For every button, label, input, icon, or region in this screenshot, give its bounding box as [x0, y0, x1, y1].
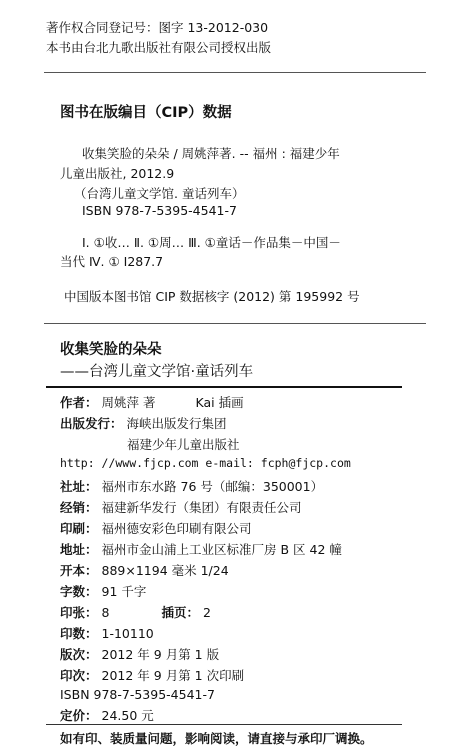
illustrator-value: Kai 插画 [195, 395, 244, 410]
price-label: 定价： [60, 708, 98, 723]
sheets-label: 印张： [60, 605, 98, 620]
print-run-label: 印数： [60, 626, 98, 641]
cip-line: 收集笑脸的朵朵 / 周姚萍著. -- 福州 : 福建少年 [82, 146, 340, 161]
sheets-value: 8 [101, 605, 110, 620]
sheets-row [60, 603, 211, 621]
publisher-row [60, 414, 227, 432]
word-count-label: 字数： [60, 584, 98, 599]
word-count-value: 91 千字 [101, 584, 147, 599]
cip-line: Ⅰ. ①收… Ⅱ. ①周… Ⅲ. ①童话－作品集－中国－ [82, 235, 341, 250]
contract-registration: 著作权合同登记号：图字 13-2012-030 [46, 20, 269, 35]
distributor-value: 福建新华发行（集团）有限责任公司 [101, 500, 302, 515]
printing-label: 印次： [60, 668, 98, 683]
format-label: 开本： [60, 563, 98, 578]
printer-value: 福州德安彩色印刷有限公司 [101, 521, 252, 536]
format-row [60, 561, 229, 579]
cip-isbn: ISBN 978-7-5395-4541-7 [82, 203, 237, 218]
print-run-row [60, 624, 154, 642]
printer-label: 印刷： [60, 521, 98, 536]
author-value: 周姚萍 著 [101, 395, 156, 410]
plates-label: 插页： [161, 605, 199, 620]
cip-line: 儿童出版社, 2012.9 [60, 166, 175, 181]
print-run-value: 1-10110 [101, 626, 154, 641]
printer-address-row [60, 540, 342, 558]
edition-row [60, 645, 219, 663]
cip-line: 当代 Ⅳ. ① I287.7 [60, 254, 164, 269]
edition-label: 版次： [60, 647, 98, 662]
format-value: 889×1194 毫米 1/24 [101, 563, 229, 578]
publisher-name: 福建少年儿童出版社 [127, 437, 240, 452]
cip-line: （台湾儿童文学馆. 童话列车） [74, 186, 245, 201]
cip-verification: 中国版本图书馆 CIP 数据核字 (2012) 第 195992 号 [64, 289, 360, 304]
distributor-row [60, 498, 302, 516]
address-label: 社址： [60, 479, 98, 494]
authorization-notice: 本书由台北九歌出版社有限公司授权出版 [46, 40, 272, 55]
publisher-label: 出版发行： [60, 416, 123, 431]
price-row [60, 706, 154, 724]
cip-heading: 图书在版编目（CIP）数据 [60, 105, 232, 121]
printer-row [60, 519, 252, 537]
author-row [60, 393, 244, 411]
divider [46, 386, 402, 388]
printing-value: 2012 年 9 月第 1 次印刷 [101, 668, 245, 683]
address-row [60, 477, 323, 495]
distributor-label: 经销： [60, 500, 98, 515]
printer-address-label: 地址： [60, 542, 98, 557]
edition-value: 2012 年 9 月第 1 版 [101, 647, 220, 662]
divider [46, 724, 402, 725]
quality-notice: 如有印、装质量问题，影响阅读，请直接与承印厂调换。 [60, 731, 373, 746]
price-value: 24.50 元 [101, 708, 154, 723]
publisher-group: 海峡出版发行集团 [126, 416, 227, 431]
book-title: 收集笑脸的朵朵 [60, 342, 162, 358]
plates-value: 2 [202, 605, 211, 620]
web-email: http: //www.fjcp.com e-mail: fcph@fjcp.com [60, 456, 351, 470]
word-count-row [60, 582, 146, 600]
printer-address-value: 福州市金山浦上工业区标准厂房 B 区 42 幢 [101, 542, 342, 557]
isbn: ISBN 978-7-5395-4541-7 [60, 687, 215, 702]
author-label: 作者： [60, 395, 98, 410]
printing-row [60, 666, 244, 684]
series-name: ——台湾儿童文学馆·童话列车 [60, 364, 254, 380]
address-value: 福州市东水路 76 号（邮编：350001） [101, 479, 324, 494]
